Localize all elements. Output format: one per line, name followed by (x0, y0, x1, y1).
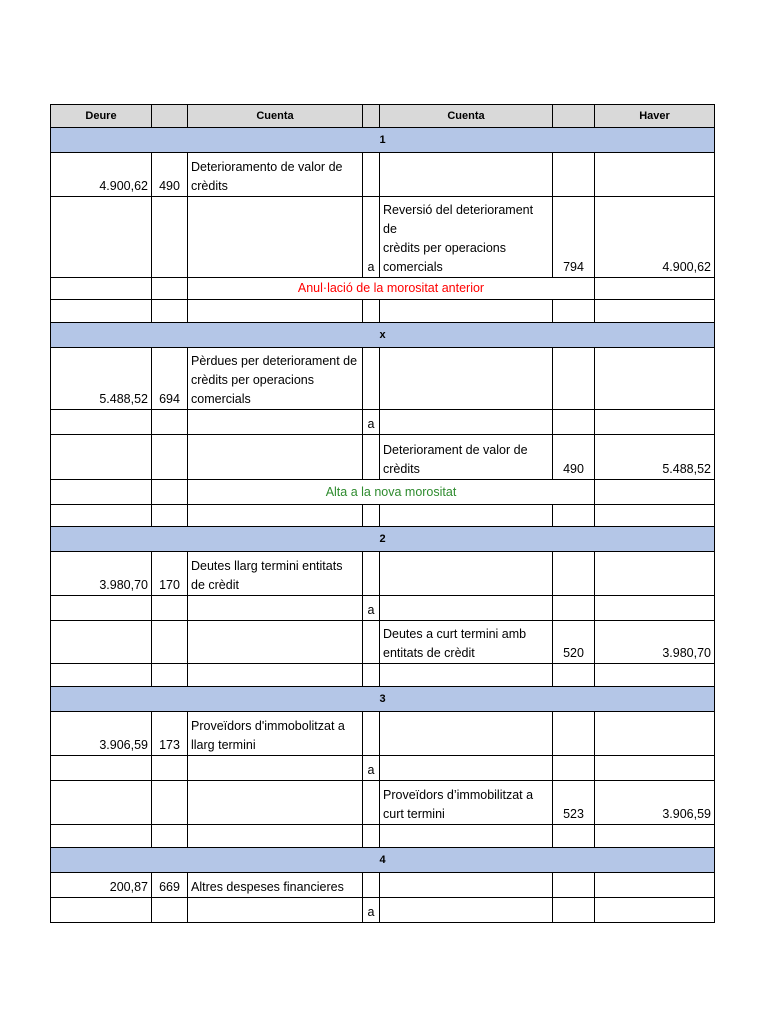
credit-row (51, 197, 715, 278)
empty-cell (152, 435, 188, 480)
a-row (51, 898, 715, 923)
note-text: Anul·lació de la morositat anterior (188, 278, 595, 300)
debit-code: 694 (152, 348, 188, 410)
a-row (51, 596, 715, 621)
header-deure: Deure (51, 105, 152, 128)
empty-cell (380, 712, 553, 756)
section-label: 2 (51, 527, 715, 552)
a-marker: a (363, 596, 380, 621)
journal-table (50, 104, 715, 923)
credit-account: Proveïdors d’immobilitzat a curt termini (380, 781, 553, 825)
section-row (51, 687, 715, 712)
empty-cell (363, 781, 380, 825)
a-row (51, 756, 715, 781)
note-row (51, 278, 715, 300)
empty-cell (363, 873, 380, 898)
empty-cell (595, 712, 715, 756)
empty-cell (152, 621, 188, 664)
empty-cell (188, 621, 363, 664)
debit-code: 173 (152, 712, 188, 756)
debit-account: Proveïdors d'immobolitzat a llarg termini (188, 712, 363, 756)
empty-cell (152, 480, 188, 505)
note-text: Alta a la nova morositat (188, 480, 595, 505)
empty-cell (152, 781, 188, 825)
header-blank (553, 105, 595, 128)
credit-row (51, 781, 715, 825)
empty-cell (152, 278, 188, 300)
credit-code: 520 (553, 621, 595, 664)
spacer-row (51, 664, 715, 687)
a-marker: a (363, 197, 380, 278)
credit-row (51, 435, 715, 480)
empty-cell (51, 278, 152, 300)
empty-cell (595, 873, 715, 898)
empty-cell (553, 873, 595, 898)
debit-amount: 200,87 (51, 873, 152, 898)
debit-amount: 4.900,62 (51, 153, 152, 197)
credit-account: Reversió del deteriorament de crèdits per operacions comercials (380, 197, 553, 278)
debit-row (51, 873, 715, 898)
empty-cell (363, 435, 380, 480)
empty-cell (51, 435, 152, 480)
empty-cell (595, 552, 715, 596)
credit-code: 490 (553, 435, 595, 480)
a-marker: a (363, 410, 380, 435)
debit-amount: 3.906,59 (51, 712, 152, 756)
empty-cell (595, 278, 715, 300)
empty-cell (553, 348, 595, 410)
debit-code: 170 (152, 552, 188, 596)
empty-cell (188, 781, 363, 825)
spacer-row (51, 825, 715, 848)
debit-row (51, 153, 715, 197)
credit-amount: 5.488,52 (595, 435, 715, 480)
credit-account: Deteriorament de valor de crèdits (380, 435, 553, 480)
empty-cell (380, 552, 553, 596)
credit-account: Deutes a curt termini amb entitats de crèdit (380, 621, 553, 664)
header-row (51, 105, 715, 128)
debit-account: Deterioramento de valor de crèdits (188, 153, 363, 197)
credit-amount: 3.906,59 (595, 781, 715, 825)
debit-row (51, 712, 715, 756)
header-cuenta-right: Cuenta (380, 105, 553, 128)
section-label: 4 (51, 848, 715, 873)
empty-cell (595, 153, 715, 197)
section-label: 3 (51, 687, 715, 712)
credit-code: 794 (553, 197, 595, 278)
empty-cell (363, 153, 380, 197)
section-row (51, 128, 715, 153)
debit-account: Altres despeses financieres (188, 873, 363, 898)
empty-cell (553, 552, 595, 596)
credit-amount: 4.900,62 (595, 197, 715, 278)
empty-cell (188, 435, 363, 480)
a-marker: a (363, 756, 380, 781)
empty-cell (51, 781, 152, 825)
debit-amount: 3.980,70 (51, 552, 152, 596)
empty-cell (380, 873, 553, 898)
debit-code: 669 (152, 873, 188, 898)
debit-code: 490 (152, 153, 188, 197)
a-row (51, 410, 715, 435)
debit-account: Pèrdues per deteriorament de crèdits per operacions comercials (188, 348, 363, 410)
header-haver: Haver (595, 105, 715, 128)
section-label: x (51, 323, 715, 348)
debit-row (51, 552, 715, 596)
spacer-row (51, 300, 715, 323)
empty-cell (380, 153, 553, 197)
empty-cell (363, 621, 380, 664)
empty-cell (363, 348, 380, 410)
debit-amount: 5.488,52 (51, 348, 152, 410)
section-row (51, 848, 715, 873)
header-blank (363, 105, 380, 128)
empty-cell (51, 621, 152, 664)
empty-cell (553, 712, 595, 756)
empty-cell (363, 712, 380, 756)
section-row (51, 323, 715, 348)
empty-cell (51, 197, 152, 278)
section-label: 1 (51, 128, 715, 153)
empty-cell (188, 197, 363, 278)
credit-row (51, 621, 715, 664)
empty-cell (553, 153, 595, 197)
empty-cell (152, 197, 188, 278)
a-marker: a (363, 898, 380, 923)
debit-row (51, 348, 715, 410)
empty-cell (380, 348, 553, 410)
credit-amount: 3.980,70 (595, 621, 715, 664)
empty-cell (363, 552, 380, 596)
header-blank (152, 105, 188, 128)
spacer-row (51, 505, 715, 527)
note-row (51, 480, 715, 505)
header-cuenta-left: Cuenta (188, 105, 363, 128)
credit-code: 523 (553, 781, 595, 825)
empty-cell (51, 480, 152, 505)
debit-account: Deutes llarg termini entitats de crèdit (188, 552, 363, 596)
empty-cell (595, 480, 715, 505)
empty-cell (595, 348, 715, 410)
section-row (51, 527, 715, 552)
